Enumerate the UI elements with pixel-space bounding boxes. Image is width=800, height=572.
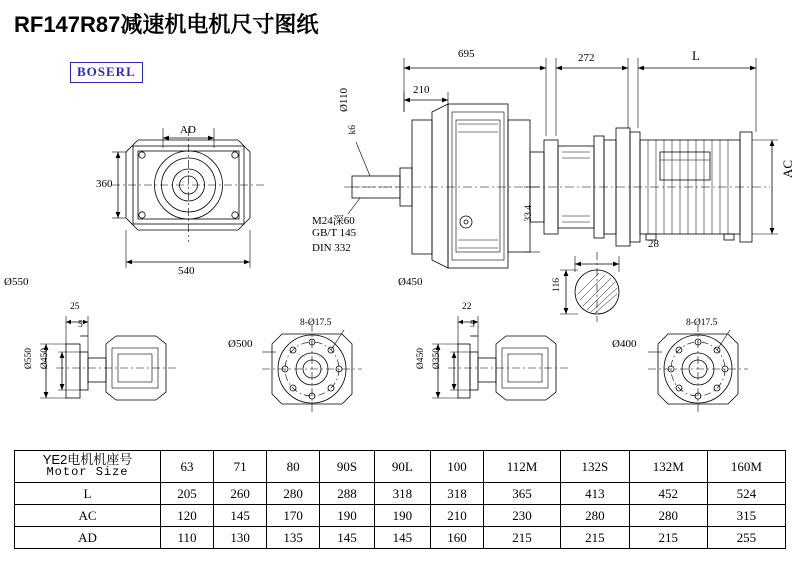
flange-d550-label: Ø550 [4, 276, 29, 288]
table-header-cn: YE2电机机座号 [42, 451, 133, 467]
thread-spec-line2: GB/T 145 [312, 227, 357, 239]
cell: 205 [161, 483, 214, 505]
dim-540-label: 540 [178, 265, 195, 277]
cell: 145 [374, 527, 430, 549]
cell: 255 [707, 527, 785, 549]
dim-ad-label: AD [180, 124, 196, 136]
dim-22-label: 22 [462, 302, 472, 312]
dim-shaft-diameter-label: Ø110 [338, 88, 350, 113]
dim-d450a-vertical-label: Ø450 [40, 348, 50, 370]
dim-33-4-label: 33.4 [524, 205, 534, 222]
dim-d350-vertical-label: Ø350 [432, 348, 442, 370]
holes-right-label: 8-Ø17.5 [686, 318, 718, 328]
dim-25-label: 25 [70, 302, 80, 312]
col-header: 132M [629, 451, 707, 483]
cell: 260 [214, 483, 267, 505]
cell: 318 [430, 483, 483, 505]
dim-l-label: L [692, 48, 700, 63]
table-row [15, 483, 786, 505]
cell: 413 [561, 483, 630, 505]
dim-360-label: 360 [96, 178, 113, 190]
flange-d500-label: Ø500 [228, 338, 253, 350]
dim-28-label: 28 [648, 238, 659, 250]
col-header: 90L [374, 451, 430, 483]
dim-ac-label: AC [780, 160, 795, 179]
cell: 170 [267, 505, 320, 527]
cell: 160 [430, 527, 483, 549]
cell: 318 [374, 483, 430, 505]
table-header-label [15, 451, 161, 483]
cell: 190 [374, 505, 430, 527]
row-label: AD [15, 527, 161, 549]
dim-d550-vertical-label: Ø550 [24, 348, 34, 370]
dim-d450-vertical-label: Ø450 [416, 348, 426, 370]
flange-d400-label: Ø400 [612, 338, 637, 350]
brand-logo: BOSERL [70, 62, 143, 83]
thread-spec-line1: M24深60 [312, 215, 355, 227]
dim-272-label: 272 [578, 52, 595, 64]
cell: 110 [161, 527, 214, 549]
cell: 210 [430, 505, 483, 527]
holes-left-label: 8-Ø17.5 [300, 318, 332, 328]
col-header: 63 [161, 451, 214, 483]
dim-695-label: 695 [458, 48, 475, 60]
cell: 365 [484, 483, 561, 505]
cell: 130 [214, 527, 267, 549]
dim-5a-label: 5 [78, 320, 83, 330]
flange-d450-label: Ø450 [398, 276, 423, 288]
col-header: 132S [561, 451, 630, 483]
dim-116-label: 116 [552, 278, 562, 292]
thread-spec-line3: DIN 332 [312, 242, 351, 254]
col-header: 80 [267, 451, 320, 483]
cell: 215 [484, 527, 561, 549]
cell: 145 [214, 505, 267, 527]
col-header: 71 [214, 451, 267, 483]
cell: 280 [267, 483, 320, 505]
cell: 120 [161, 505, 214, 527]
dim-5b-label: 5 [470, 320, 475, 330]
table-header-en: Motor Size [46, 465, 129, 480]
dim-210-label: 210 [413, 84, 430, 96]
spec-table-wrapper [14, 450, 786, 549]
cell: 135 [267, 527, 320, 549]
table-row [15, 527, 786, 549]
cell: 315 [707, 505, 785, 527]
table-header-row [15, 451, 786, 483]
cell: 524 [707, 483, 785, 505]
col-header: 100 [430, 451, 483, 483]
row-label: L [15, 483, 161, 505]
motor-size-table [14, 450, 786, 549]
table-row [15, 505, 786, 527]
row-label: AC [15, 505, 161, 527]
col-header: 90S [320, 451, 375, 483]
cell: 215 [561, 527, 630, 549]
col-header: 160M [707, 451, 785, 483]
cell: 280 [561, 505, 630, 527]
dim-shaft-tolerance-label: k6 [348, 125, 358, 135]
cell: 145 [320, 527, 375, 549]
cell: 230 [484, 505, 561, 527]
page-title: RF147R87减速机电机尺寸图纸 [14, 12, 319, 37]
cell: 452 [629, 483, 707, 505]
cell: 280 [629, 505, 707, 527]
cell: 190 [320, 505, 375, 527]
col-header: 112M [484, 451, 561, 483]
cell: 288 [320, 483, 375, 505]
cell: 215 [629, 527, 707, 549]
